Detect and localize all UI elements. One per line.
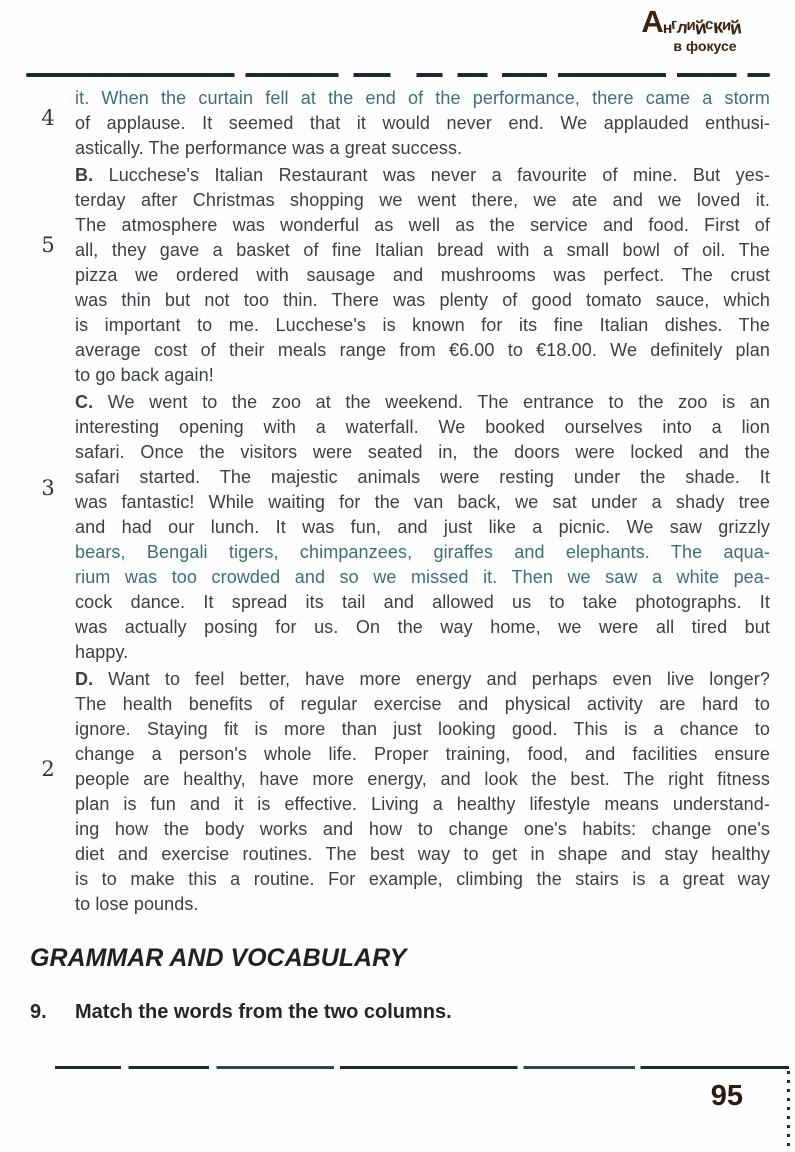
text-line: interesting opening with a waterfall. We booked ourselves into a lion [75, 417, 770, 437]
text-line: B. Lucchese's Italian Restaurant was never a favourite of mine. But yes- [75, 165, 770, 185]
reading-passages [41, 86, 770, 919]
text-line: of applause. It seemed that it would never end. We applauded enthusi- [75, 113, 770, 133]
text-line: was fantastic! While waiting for the van back, we sat under a shady tree [75, 492, 770, 512]
text-line: happy. [75, 642, 129, 662]
answer-marker: 3 [41, 476, 55, 500]
text-line: D. Want to feel better, have more energy and perhaps even live longer? [75, 669, 770, 689]
text-line: bears, Bengali tigers, chimpanzees, giraffes and elephants. The aqua- [75, 542, 770, 562]
text-line: C. We went to the zoo at the weekend. The entrance to the zoo is an [75, 392, 770, 412]
passage-letter: B. [75, 165, 94, 185]
answer-marker: 2 [41, 757, 55, 781]
passage [41, 390, 770, 665]
passage [41, 86, 770, 161]
page-number: 95 [710, 1080, 743, 1112]
text-line: it. When the curtain fell at the end of the performance, there came a storm [75, 88, 770, 108]
text-line: was thin but not too thin. There was plenty of good tomato sauce, which [75, 290, 770, 310]
logo-title [607, 4, 775, 40]
text-line: The atmosphere was wonderful as well as the service and food. First of [75, 215, 770, 235]
text-line: safari. Once the visitors were seated in, the doors were locked and the [75, 442, 770, 462]
logo-letter: й [728, 17, 743, 40]
logo-letter: г [670, 15, 678, 34]
text-line: and had our lunch. It was fun, and just like a picnic. We saw grizzly [75, 517, 770, 537]
text-line: is to make this a routine. For example, climbing the stairs is a great way [75, 869, 770, 889]
exercise-instruction: Match the words from the two columns. [75, 1001, 452, 1023]
text-line: cock dance. It spread its tail and allowed us to take photographs. It [75, 592, 770, 612]
text-line: was actually posing for us. On the way home, we were all tired but [75, 617, 770, 637]
passage-letter: C. [75, 392, 94, 412]
answer-marker: 5 [41, 233, 55, 257]
text-line: to go back again! [75, 365, 214, 385]
text-line: is important to me. Lucchese's is known for its fine Italian dishes. The [75, 315, 770, 335]
logo-letter: к [711, 15, 723, 39]
logo-letter: л [675, 17, 688, 38]
text-line: all, they gave a basket of fine Italian bread with a small bowl of oil. The [75, 240, 770, 260]
logo-letter: й [693, 17, 707, 40]
header-divider [26, 73, 770, 77]
text-line: pizza we ordered with sausage and mushrooms was perfect. The crust [75, 265, 770, 285]
page-edge-dots [787, 1071, 790, 1152]
text-line: terday after Christmas shopping we went there, we ate and we loved it. [75, 190, 770, 210]
logo-letter: н [662, 20, 672, 37]
text-line: to lose pounds. [75, 894, 199, 914]
logo-letter: А [641, 4, 663, 39]
passage-letter: D. [75, 669, 94, 689]
text-line: change a person's whole life. Proper training, food, and facilities ensure [75, 744, 770, 764]
text-line: ignore. Staying fit is more than just looking good. This is a chance to [75, 719, 770, 739]
logo-letter: с [704, 15, 714, 34]
answer-marker: 4 [41, 106, 55, 130]
text-line: rium was too crowded and so we missed it. Then we saw a white pea- [75, 567, 770, 587]
text-line: diet and exercise routines. The best way to get in shape and stay healthy [75, 844, 770, 864]
text-line: average cost of their meals range from €6.00 to €18.00. We definitely plan [75, 340, 770, 360]
exercise-9 [30, 1001, 452, 1024]
footer-divider [55, 1066, 789, 1069]
passage [41, 163, 770, 388]
text-line: ing how the body works and how to change one's habits: change one's [75, 819, 770, 839]
logo-letter: и [721, 16, 731, 35]
passage [41, 667, 770, 917]
section-heading: GRAMMAR AND VOCABULARY [30, 944, 407, 972]
logo-letter: и [686, 17, 695, 34]
text-line: safari started. The majestic animals were resting under the shade. It [75, 467, 770, 487]
spotlight-logo [607, 6, 775, 54]
logo-subtitle: в фокусе [673, 38, 737, 54]
text-line: astically. The performance was a great success. [75, 138, 463, 158]
text-line: people are healthy, have more energy, and look the best. The right fitness [75, 769, 770, 789]
text-line: plan is fun and it is effective. Living a healthy lifestyle means understand- [75, 794, 770, 814]
exercise-number: 9. [30, 1001, 47, 1023]
text-line: The health benefits of regular exercise and physical activity are hard to [75, 694, 770, 714]
